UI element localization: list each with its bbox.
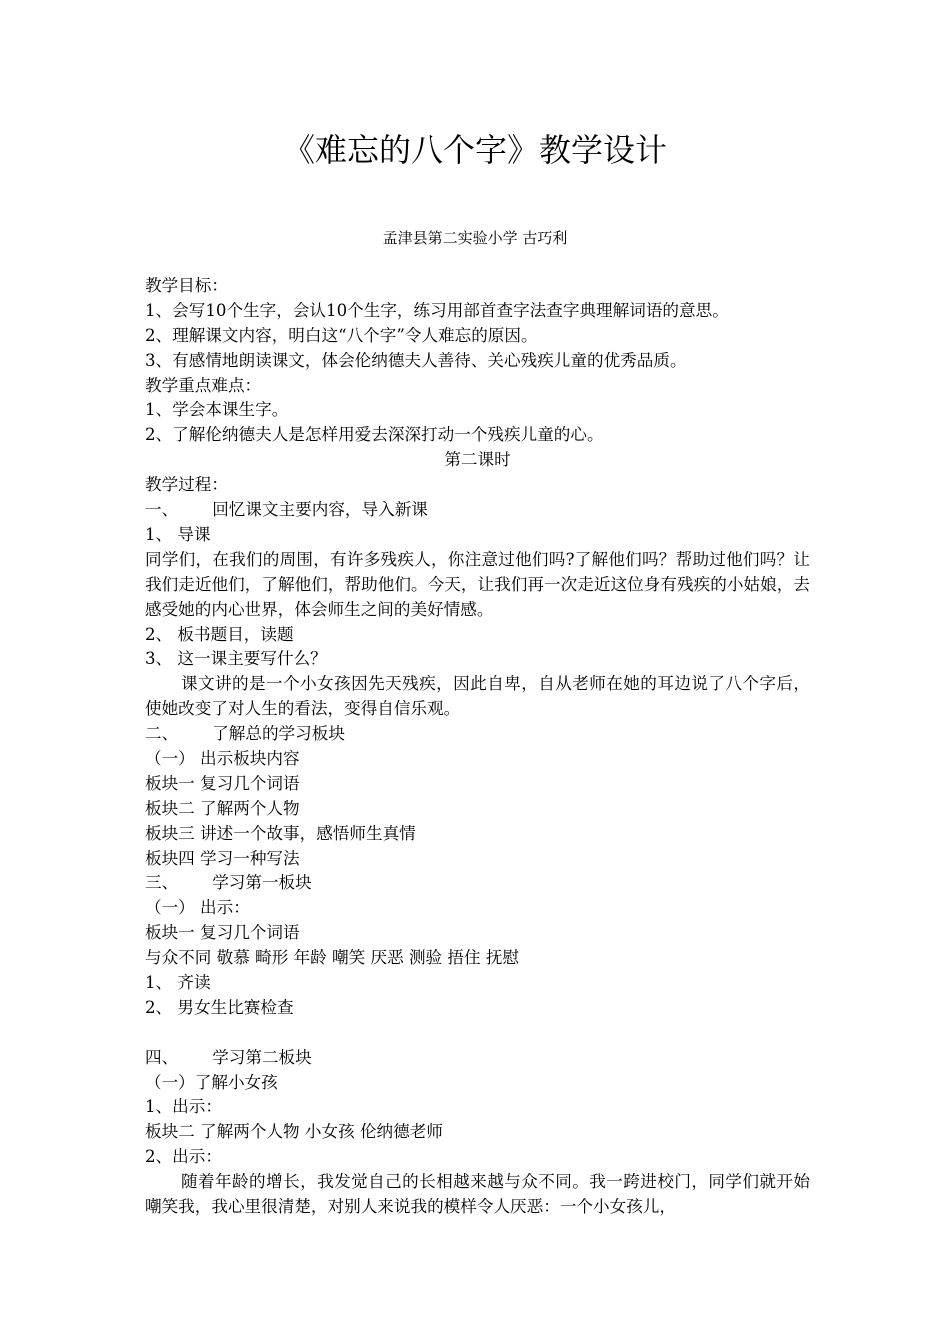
- objective-item: 3、有感情地朗读课文，体会伦纳德夫人善待、关心残疾儿童的优秀品质。: [145, 350, 687, 370]
- document-author: 孟津县第二实验小学 古巧利: [382, 229, 568, 247]
- list-item: 2、出示：: [145, 1147, 222, 1167]
- section-number: 一、: [145, 500, 179, 520]
- section-heading: [145, 871, 810, 896]
- objectives-heading: 教学目标：: [145, 276, 228, 295]
- block-item: 板块三 讲述一个故事，感悟师生真情: [145, 823, 416, 843]
- section-number: 四、: [145, 1047, 179, 1067]
- objective-item: 1、会写10个生字，会认10个生字，练习用部首查字法查字典理解词语的意思。: [145, 300, 729, 320]
- document-body: [145, 274, 810, 1220]
- block-item: 板块一 复习几个词语: [145, 923, 300, 943]
- excerpt-paragraph: 随着年龄的增长，我发觉自己的长相越来越与众不同。我一跨进校门，同学们就开始嘲笑我，我心里很清楚，对别人来说我的模样令人厌恶：一个小女孩儿，: [145, 1172, 810, 1217]
- session-label: 第二课时: [444, 450, 511, 470]
- list-item: 1、 导课: [145, 524, 211, 544]
- section-heading: [145, 722, 810, 747]
- subsection-heading: （一） 出示：: [145, 898, 250, 918]
- vocabulary-words: 与众不同 敬慕 畸形 年龄 嘲笑 厌恶 测验 捂住 抚慰: [145, 948, 520, 968]
- block-item: 板块二 了解两个人物 小女孩 伦纳德老师: [145, 1122, 443, 1142]
- subsection-heading: （一）了解小女孩: [145, 1072, 278, 1092]
- section-title: 回忆课文主要内容，导入新课: [212, 500, 428, 520]
- section-heading: [145, 1046, 810, 1071]
- intro-paragraph: 同学们，在我们的周围，有许多残疾人，你注意过他们吗?了解他们吗？帮助过他们吗？让我们走近他们，了解他们，帮助他们。今天，让我们再一次走近这位身有残疾的小姑娘，去感受她的内心世界，体会师生之间的美好情感。: [145, 549, 810, 619]
- subsection-heading: （一） 出示板块内容: [145, 749, 300, 768]
- key-point-item: 2、了解伦纳德夫人是怎样用爱去深深打动一个残疾儿童的心。: [145, 425, 604, 445]
- summary-paragraph: 课文讲的是一个小女孩因先天残疾，因此自卑，自从老师在她的耳边说了八个字后，使她改变了对人生的看法，变得自信乐观。: [145, 674, 810, 719]
- section-title: 学习第一板块: [212, 873, 312, 893]
- blank-line: [145, 1021, 810, 1046]
- section-heading: [145, 498, 810, 523]
- section-title: 学习第二板块: [212, 1047, 312, 1067]
- list-item: 1、 齐读: [145, 973, 211, 993]
- list-item: 3、 这一课主要写什么？: [145, 649, 327, 669]
- section-number: 二、: [145, 724, 179, 744]
- block-item: 板块一 复习几个词语: [145, 773, 300, 793]
- key-point-item: 1、学会本课生字。: [145, 400, 289, 420]
- section-title: 了解总的学习板块: [212, 724, 345, 744]
- key-points-heading: 教学重点难点：: [145, 375, 262, 395]
- block-item: 板块四 学习一种写法: [145, 848, 300, 868]
- block-item: 板块二 了解两个人物: [145, 798, 300, 818]
- list-item: 2、 板书题目，读题: [145, 624, 294, 644]
- document-title: 《难忘的八个字》教学设计: [282, 131, 667, 169]
- objective-item: 2、理解课文内容，明白这“八个字”令人难忘的原因。: [145, 325, 538, 345]
- list-item: 2、 男女生比赛检查: [145, 997, 294, 1017]
- section-number: 三、: [145, 873, 179, 893]
- process-heading: 教学过程：: [145, 475, 228, 495]
- list-item: 1、出示：: [145, 1097, 222, 1117]
